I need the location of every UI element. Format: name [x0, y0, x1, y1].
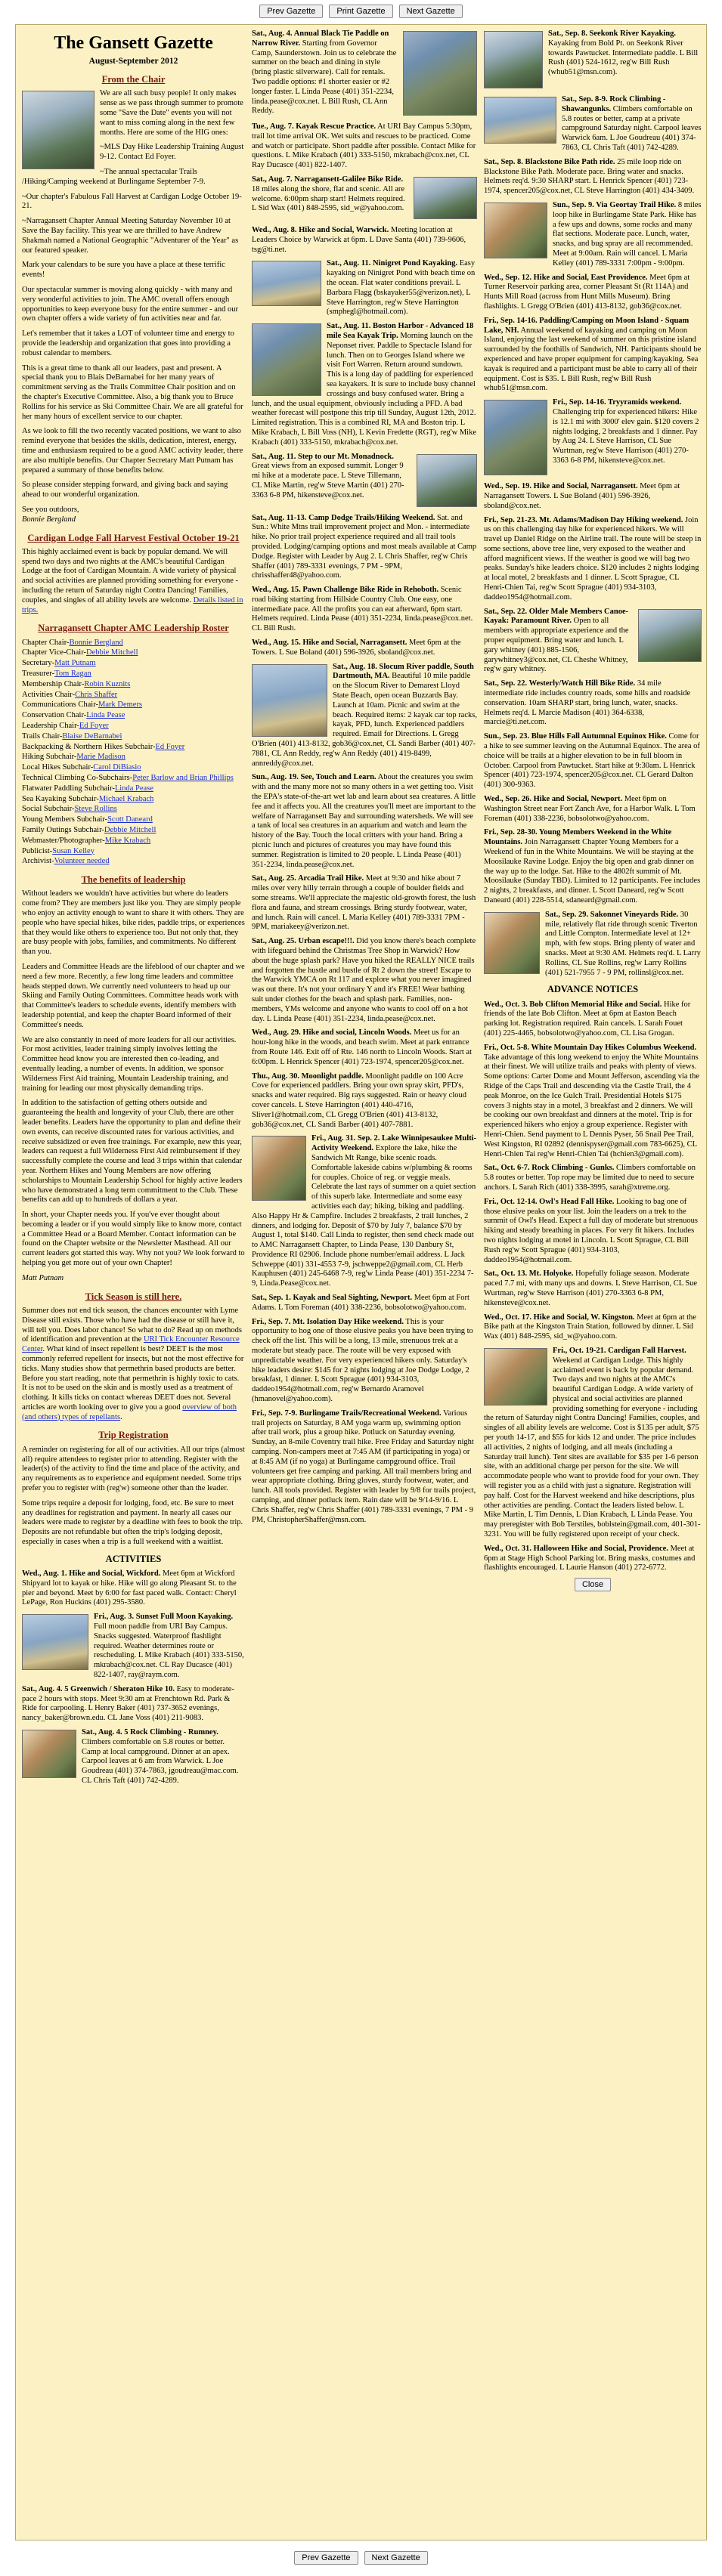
- activity-title: Fri., Sep. 14-16. Tryyramids weekend.: [553, 398, 682, 407]
- advance-details: Take advantage of this long weekend to enjoy the White Mountains at their finest. We will utilize trails and peaks with plenty of views. Some options: Carter Dome and Mount Jefferson, ascending via the Ridge of the Caps Trail and descending via the Castle Trail, the 4 peak Monroe, on the Ice Gulch Trail. Presidential Hotels $175 covers 3 nights stay in a motel, 3 breakfast and 2 dinners. We will be cooking our own breakfast and dinners at the motel. Trip is for experienced hikers who enjoy a group experience. Register with Henri-Chien. Send payment to L Dennis Pyser, 56 Snail Pee Trail, West Kingston, RI 02892 (dennispyser@gmail.com 783-6625), CL Henri-Chien Tai reg'w Henri-Chien Tai (hchien3@gmail.com).: [484, 1053, 699, 1158]
- prev-gazette-button[interactable]: Prev Gazette: [259, 5, 323, 18]
- activity-photo: [484, 400, 547, 475]
- activity-title: Wed., Sep. 12. Hike and Social, East Providence.: [484, 273, 648, 282]
- advance-notice-item: [484, 1164, 702, 1192]
- activity-title: Sat., Sep. 22. Westerly/Watch Hill Bike Ride.: [484, 679, 636, 688]
- roster-row: [22, 648, 245, 658]
- chair-p5: ~Narragansett Chapter Annual Meeting Saturday November 10 at Save the Bay facility. This year we are thrilled to have Andrew Shakmah named a National Geographic "Adventurer of the Year" as our featured speaker.: [22, 217, 239, 255]
- activity-photo: [252, 664, 327, 737]
- activity-details: Beautiful 10 mile paddle on the Slocum River to Demarest Lloyd State Beach, open ocean Buzzards Bay. Launch at 10am. Picnic and swim at the beach. Required items: 2 kayak car top racks, kayak, PFD, lunch. Experienced paddlers required. Email for Directions. L Gregg O'Brien (401) 413-8132, gob36@cox.net, CL Sandi Barber (401) 407-7881, CL Ann Reddy, reg'w Ann Reddy (401) 419-8499, annreddy@cox.net.: [252, 672, 477, 768]
- registration-p1: A reminder on registering for all of our activities. All our trips (almost all) require attendees to register prior to attending. Register with the leader(s) of the activity to find the time and place of the activity, and any requirements as to experience and equipment needed. Some trips prefer you to register with (reg'w) someone other than the leader.: [22, 1445, 245, 1492]
- advance-title: Sat., Oct. 6-7. Rock Climbing - Gunks.: [484, 1164, 615, 1173]
- roster-row: [22, 711, 245, 721]
- chair-heading: From the Chair: [101, 74, 166, 85]
- benefits-p3: We are also constantly in need of more leaders for all our activities. For most activities, leader training simply involves letting the Committee head know you are interested then co-leading, and eventually leading, a number of events. In addition, we sponsor Wilderness First Aid training, Mountain Leadership training, and training for leading our most physically demanding trips.: [22, 1035, 237, 1093]
- harvest-heading: Cardigan Lodge Fall Harvest Festival October 19-21: [27, 532, 240, 543]
- roster-role: Young Members Subchair-: [22, 815, 108, 824]
- chair-signoff: See you outdoors,: [22, 505, 79, 514]
- issue-date: August-September 2012: [88, 57, 178, 66]
- activity-item: [484, 732, 702, 790]
- activity-photo: [484, 912, 540, 974]
- activity-details: At URI Bay Campus 5:30pm, trail lot time arrival OK. Wet suits and rescues to be practiced. Come and watch or participate. Short paddle after possible. Contact Mike for questions. L Mike Krabach (401) 333-5150, mkrabach@cox.net, CL Ray Ducasce (401) 822-1407.: [252, 122, 476, 170]
- roster-name-link[interactable]: Debbie Mitchell: [85, 648, 138, 657]
- advance-details: Weekend at Cardigan Lodge. This highly acclaimed event is back by popular demand. Two days and two nights at the AMC's beautiful Cardigan Lodge. A wide variety of physical and social activities are planned providing something for everyone - including the return of Saturday night Contra Dancing! Families, couples, and singles of all ability levels are welcome. Cost is $135 per adult, $75 per youth 14-17, and $55 for kids 12 and under. The price includes all activities, 2 nights of lodging, and all meals (including a Saturday trail lunch). Tent sites are available for $35 per 1-6 person site, with an additional charge per person for the site. We will accommodate people who want to provide food for your own. They will register you as a child with just a signature. Registration will pay half. Cost for the Harvest weekend and hike descriptions, plus other activities are pending. Contact the leaders listed below. L Mike Martin, L Tim Dennis, L Dian Krabach, L Linda Pease. You may preregister with Bob Terstiles, boblstein@gmail.com, 401-301-3231. You will be fully registered upon receipt of your check.: [484, 1356, 701, 1539]
- activity-item: [252, 1409, 477, 1526]
- advance-notice-item: [484, 1269, 702, 1308]
- activity-title: Wed., Aug. 29. Hike and social, Lincoln Woods.: [252, 1028, 412, 1038]
- activity-item: [252, 1028, 477, 1067]
- activity-item: [484, 398, 702, 478]
- chair-p10: As we look to fill the two recently vacated positions, we want to also remind everyone that besides the skills, dedication, interest, energy, time and enthusiasm required to be a good AMC activity leader, there are also multiple benefits. Our Chapter Secretary Matt Putnam has prepared a summary of those benefits below.: [22, 427, 243, 475]
- activity-photo: [484, 203, 547, 258]
- activity-details: Meet at 9:30 and hike about 7 miles over very hilly terrain through a couple of boulder fields and some streams. We'll appreciate the majestic old-growth forest, the lush flora and fauna, and stream crossings. Bring sturdy footwear, water, and lunch. Rain will cancel. L Maria Kelley (401) 789-3331 7PM - 9PM, mariakeey@verizon.net.: [252, 874, 476, 932]
- activity-item: [252, 1318, 477, 1405]
- advance-details: Meet at 6pm at the Bike path at the Kingston Train Station, followed by dinner. L Sid Wax (401) 848-2595, sid_w@yahoo.com.: [484, 1313, 696, 1341]
- advance-title: Fri., Oct. 19-21. Cardigan Fall Harvest.: [553, 1346, 686, 1355]
- roster-role: Hiking Subchair-: [22, 753, 77, 762]
- activities-heading: ACTIVITIES: [105, 1553, 162, 1564]
- advance-title: Fri., Oct. 5-8. White Mountain Day Hikes Columbus Weekend.: [484, 1043, 697, 1052]
- activity-details: Join us on this challenging day hike for experienced hikers. We will travel up Daniel Ridge on the Airline trail. The route will be steep in some sections, above tree line, very exposed to the weather and afford magnificent views. If the weather is good we will bag two peaks. Sunday's hike leaders choice. $120 includes 2 nights lodging at local motel, 2 breakfasts and 1 dinner. L Scott Sprague, CL Henri-Chien Tai, reg'w Scott Sprague (401) 934-3103, daddeo1954@hotmail.com.: [484, 515, 702, 601]
- activity-item: [484, 516, 702, 603]
- activity-details: Meet 6pm at Turner Reservoir parking area, corner Pleasant St (Rt 114A) and Hunts Mill Road (across from Hunt Mills Museum). Bring flashlights. L Gregg O'Brien (401) 413-8132, gob36@cox.net.: [484, 273, 690, 311]
- column-left: [22, 29, 245, 1791]
- activity-item: [484, 158, 702, 196]
- roster-name-link[interactable]: Scott Daneard: [107, 815, 153, 824]
- activity-item: [22, 1613, 245, 1681]
- activity-item: [252, 122, 477, 171]
- roster-row: [22, 815, 245, 825]
- activity-details: 34 mile intermediate ride includes country roads, some hills and roadside conservation. 10am SHARP start, bring lunch, water, snacks. Helmets req'd. L Marcie Madison (401) 364-6338, marcie@ti.net.com.: [484, 679, 691, 727]
- activity-photo: [638, 609, 702, 662]
- benefits-p2: Leaders and Committee Heads are the lifeblood of our chapter and we need a few more. Recently, a few long time leaders and committee heads stepped down. We currently need volunteers to head up our Skiing and Family Outing Committees. Committee heads work with that Committee's leaders to schedule events, identify members with leadership potential, and keep the chapter Board informed of their Committee's needs.: [22, 962, 245, 1029]
- advance-notices-list: [484, 1000, 702, 1574]
- roster-row: [22, 753, 245, 762]
- activities-column-1: [22, 1569, 245, 1786]
- ticks-text-2: . What kind of insect repellent is best? DEET is the most commonly referred repellent for insects, but not the most effective for ticks. Many studies show that permethrin based products are better. Before you start reading, note that permethrin is highly toxic to cats. It is not to be used on the skin and is mostly used as a treatment of clothing. It kills ticks on contact whereas DEET does not. Several articles are worth looking over to give you a good: [22, 1345, 244, 1412]
- roster-name-link[interactable]: Linda Pease: [114, 784, 153, 793]
- roster-name-link[interactable]: Bonnie Bergland: [69, 638, 123, 647]
- activity-details: Explore the lake, hike the Sandwich Mt Range, bike scenic roads. Comfortable lakeside cabins w/plumbing & rooms for couples. Choice of reg. or veggie meals. Celebrate the last rays of summer on a quiet section of this superb lake. Intermediate and some easy activities each day; hiking, biking and paddling. Also Happy Hr & Campfire. Includes 2 breakfasts, 2 trail lunches, 2 dinners, and lodging for. Deposit of $70 by July 7, balance $70 by August 1, total $140. Call Linda to register, then send check made out to AMC Narragansett Chapter, to Linda Pease, 130 Danbury St, Providence RI 02906. Include phone number/email address. L Jack Schweppe (401) 331-4553 7-9, jschweppe2@gmail.com, CL Herb Kauphusen (401) 245-6468 7-9, reg'w Linda Pease (401) 351-2234 7-9, Linda.Pease@cox.net.: [252, 1144, 476, 1288]
- ticks-heading: Tick Season is still here.: [85, 1291, 182, 1302]
- chair-p11: So please consider stepping forward, and giving back and saying ahead to our wonderful organization.: [22, 481, 228, 499]
- advance-title: Fri., Oct. 12-14. Owl's Head Fall Hike.: [484, 1197, 615, 1206]
- advance-photo: [484, 1348, 547, 1406]
- activity-item: [484, 201, 702, 269]
- activity-item: [484, 608, 702, 676]
- activity-item: [484, 828, 702, 905]
- roster-role: Local Hikes Subchair-: [22, 763, 94, 772]
- activity-details: Scenic road biking starting from Hillside Country Club. One easy, one intermediate pace. All the profits you can eat afterward, 6pm start. Helmets required. Linda Pease (401) 351-2234, linda.pease@cox.net. CL Bill Rush.: [252, 586, 473, 633]
- roster-row: [22, 700, 245, 710]
- roster-name-link[interactable]: Peter Barlow and Brian Phillips: [132, 773, 234, 782]
- activity-title: Sat., Sep. 22. Older Male Members Canoe-Kayak: Paramount River.: [484, 607, 629, 626]
- activity-title: Fri., Sep. 7. Mt. Isolation Day Hike weekend.: [252, 1317, 404, 1326]
- activity-details: Challenging trip for experienced hikers: Hike is 12.1 mi with 3000' elev gain. $120 covers 2 nights lodging, 2 breakfasts and 1 dinner. Pay by Aug 24. L Steve Harrison, CL Sue Wurtman, reg'w Steve Harrison (401) 270-3363 6-8 PM, hikensteve@cox.net.: [553, 407, 699, 465]
- activity-title: Wed., Aug. 1. Hike and Social, Wickford.: [22, 1569, 161, 1578]
- roster-row: [22, 680, 245, 690]
- activity-title: Sat., Aug. 4. Annual Black Tie Paddle on Narrow River.: [252, 29, 389, 48]
- activity-title: Sat., Aug. 18. Slocum River paddle, South Dartmouth, MA.: [333, 662, 474, 681]
- activity-details: 8 miles loop hike in Burlingame State Park. Hike has a few ups and downs, some rocks and many flat sections. Moderate pace. Lunch, water, snacks, and bug spray are all recommended. Meet at 9:00am. Rain will cancel. L Maria Kelley (401) 789-3331 7:00pm - 9:00pm.: [553, 200, 702, 267]
- roster-name-link[interactable]: Ed Foyer: [79, 721, 109, 730]
- activity-title: Sat., Aug. 11. Boston Harbor - Advanced 18 mile Sea Kayak Trip.: [327, 322, 474, 340]
- activity-title: Fri., Sep. 14-16. Paddling/Camping on Moon Island - Squam Lake, NH.: [484, 316, 689, 335]
- advance-notice-item: [484, 1000, 702, 1039]
- activity-title: Fri., Aug. 3. Sunset Full Moon Kayaking.: [94, 1613, 234, 1622]
- advance-notice-item: [484, 1044, 702, 1160]
- activity-details: About the creatures you swim with and the many more not so many others in a wet getting too. Visit the EPA's state-of-the-art wet lab and learn about sea creatures. A little fee and it affects you. All the creatures you'll meet are important to the welfare of Narragansett Bay and surrounding watersheds. We will see a tank of local sea creatures in an aquarium and watch and learn the history of the Bay. Touch the local critters with your hand. Bring a picnic lunch and pictures of creatures you may have found this summer. Registration is limited to 20 people. L Linda Pease (401) 351-2234, linda.pease@cox.net.: [252, 773, 476, 869]
- activity-details: Come for a hike to see summer leaving on the Autumnal Equinox. The area of choice will be trails at a higher elevation to be in full bloom in October. Carpool from Pawtucket. Start hike at 9:30am. L Henrick Spencer (401) 723-1974, spencer205@cox.net. CL Gerard Dalton (401) 300-9363.: [484, 732, 700, 790]
- activity-title: Sat., Aug. 25. Arcadia Trail Hike.: [252, 874, 364, 883]
- activity-item: [252, 937, 477, 1024]
- activity-title: Wed., Aug. 15. Hike and Social, Narragansett.: [252, 639, 407, 648]
- roster-role: Trails Chair-: [22, 731, 63, 741]
- roster-role: Social Subchair-: [22, 805, 75, 814]
- activity-details: Join Narragansett Chapter Young Members for a Weekend of fun in the White Mountains. We will be staying at the Moosilauke Ravine Lodge. Enjoy the big open and grab dinner on the way up to the lodge. Sat. Hike to the 4802ft summit of Mt. Moosilauke (Sunday TBD). Limited to 12 participants. Fee includes 2 nights, 2 breakfasts, and dinner. L Scott Daneard, reg'w Scott Daneard (401) 228-5514, sdaneard@gmail.com.: [484, 838, 701, 905]
- activity-title: Sat., Sep. 29. Sakonnet Vineyards Ride.: [545, 910, 679, 919]
- roster-row: [22, 795, 245, 805]
- activity-details: Easy to moderate-pace 2 hours with stops. Meet 9:30 am at Frenchtown Rd. Park & Ride for carpooling. L Henry Baker (401) 737-3652 evenings, nancy_baker@brown.edu. CL Jane Voss (401) 211-9083.: [22, 1684, 234, 1723]
- activity-details: 25 mile loop ride on Blackstone Bike Path. Moderate pace. Bring water and snacks. Helmets req'd. 9:30 SHARP start. L Henrick Spencer (401) 723-1974, spencer205@cox.net, CL Steve Harrington (401) 434-3409.: [484, 157, 695, 196]
- activity-photo: [22, 1730, 76, 1778]
- activity-photo: [22, 1614, 88, 1670]
- activity-title: Sat., Aug. 4. 5 Rock Climbing - Rumney.: [82, 1727, 218, 1736]
- activity-details: Meet 6pm at the Towers. L Sue Boland (401) 596-3926, sboland@cox.net.: [252, 639, 461, 657]
- roster-name-link[interactable]: Ed Foyer: [155, 742, 185, 751]
- activities-column-3: [484, 29, 702, 978]
- roster-role: Conservation Chair-: [22, 711, 87, 720]
- roster-row: [22, 784, 245, 794]
- roster-role: Secretary-: [22, 659, 55, 668]
- activity-details: Climbers comfortable on 5.8 routes or better, camp at a private campground Saturday night. Carpool leaves Warwick 6am. L Joe Goudreau (401) 374-7863, CL Chris Taft (401) 742-4289.: [562, 104, 702, 152]
- roster-role: Chapter Vice-Chair-: [22, 648, 86, 657]
- top-nav: [0, 0, 722, 23]
- activity-item: [252, 259, 477, 317]
- advance-title: Wed., Oct. 31. Halloween Hike and Social, Providence.: [484, 1544, 668, 1553]
- activity-title: Wed., Sep. 19. Hike and Social, Narragansett.: [484, 482, 638, 491]
- activity-title: Sat., Sep. 8. Seekonk River Kayaking.: [548, 29, 676, 38]
- activity-photo: [414, 177, 477, 219]
- activity-item: [252, 1294, 477, 1313]
- roster-role: Leadership Chair-: [22, 721, 79, 730]
- activity-item: [252, 773, 477, 870]
- activity-item: [22, 1685, 245, 1724]
- roster-role: Activities Chair-: [22, 690, 76, 699]
- activity-title: Sat., Sep. 1. Kayak and Seal Sighting, Newport.: [252, 1294, 413, 1303]
- roster-row: [22, 732, 245, 742]
- roster-row: [22, 857, 245, 867]
- activity-title: Sat., Aug. 11. Ninigret Pond Kayaking.: [327, 259, 458, 268]
- roster-name-link[interactable]: Robin Kuznits: [84, 679, 131, 688]
- ticks-text: Summer does not end tick season, the chances encounter with Lyme Disease still exists. Those who have had the disease or still have it, will tell you. Does labor chance! So what to do? Read up on methods of identification and prevention at the: [22, 1306, 243, 1344]
- activity-title: Fri., Sep. 28-30. Young Members Weekend in the White Mountains.: [484, 828, 672, 847]
- roster-role: Membership Chair-: [22, 679, 85, 688]
- activity-title: Fri., Sep. 7-9. Burlingame Trails/Recreational Weekend.: [252, 1409, 442, 1418]
- repellant-overview-link[interactable]: overview of both (and others) types of repellants: [22, 1402, 237, 1421]
- roster-row: [22, 722, 245, 731]
- activity-photo: [417, 454, 477, 507]
- activity-details: Did you know there's beach complete with lifeguard behind the Christmas Tree Shop in Warwick? How about the huge splash park? Have you hiked the REALLY NICE trails and forgotten the hustle and bustle of Rt 2 down the street! Escape to the Warwick YMCA on Rt 117 and explore what you never imagined was out there. It's not your ordinary Y and it's FREE! Wear bathing suit under clothes for the beach and splash park. Families, non-members, YMs welcome and anyone who wants to cool off on a hot day. L Linda Pease (401) 351-2234, linda.pease@cox.net.: [252, 937, 476, 1023]
- activity-item: [252, 175, 477, 221]
- gazette-page: [15, 24, 707, 2540]
- benefits-p1: Without leaders we wouldn't have activities but where do leaders come from? They are members just like you. They are simply people who enjoy an activity enough to want to share it with others. They are people who have special hikes, bike rides, paddle trips, or experiences that they would like others to experience too. But not only that, they are busy people with jobs, families, and commitments. No different than you.: [22, 889, 245, 957]
- activity-item: [252, 322, 477, 447]
- activity-details: Various trail projects on Saturday, 8 AM yoga warm up, swimming option after trail work, plus a group hike. Potluck on Saturday evening. Sunday, an 8-mile Coventry trail hike. Free Friday and Saturday night camping. Non-campers meet at 7:45 AM (if participating in yoga) or at 8:45 AM (if no yoga) at Burlingame campground office. Trail volunteers get free camping and parking. All trail members bring and wear appropriate clothing. Bring gloves, sturdy footwear, water, and lunch. All tools provided. Register with leader by 9/8 for trails project, camping, and dinner potluck item. Rain date will be 9/14-9/16. L Chris Shaffer, reg'w Chris Shaffer (401) 789-3331 evenings, 7 PM - 9 PM, ChristopherShaffer@msn.com.: [252, 1409, 476, 1524]
- roster-name-link[interactable]: Debbie Mitchell: [104, 825, 156, 834]
- roster-row: [22, 774, 245, 784]
- activity-item: [252, 639, 477, 658]
- activity-details: Open to all members with appropriate experience and the proper equipment. Bring water and lunch. L gary whitney (401) 885-1506, garywhitney3@cox.net, CL Cheshe Whitney, reg'w gary whitney.: [484, 617, 629, 674]
- roster-role: Archivist-: [22, 857, 54, 866]
- activity-title: Sat., Aug. 11. Step to our Mt. Monadnock.: [252, 452, 394, 461]
- activity-details: Meeting location at Leaders Choice by Warwick at 6pm. L Dave Santa (401) 739-9606, tsg@ti.net.: [252, 225, 466, 254]
- tick-resource-link[interactable]: URI Tick Encounter Resource Center: [22, 1335, 240, 1354]
- activity-item: [252, 586, 477, 634]
- activities-column-2: [252, 29, 477, 1525]
- advance-notice-item: [484, 1198, 702, 1266]
- activity-title: Sat., Aug. 4. 5 Greenwich / Sheraton Hike 10.: [22, 1684, 175, 1693]
- roster-role: Chapter Chair-: [22, 638, 70, 647]
- roster-row: [22, 805, 245, 815]
- activity-details: Meet 6pm at Narragansett Towers. L Sue Boland (401) 596-3926, sboland@cox.net.: [484, 482, 680, 510]
- activity-item: [484, 911, 702, 979]
- benefits-heading: The benefits of leadership: [81, 874, 186, 886]
- activity-item: [252, 514, 477, 582]
- activity-title: Sun., Aug. 19. See, Touch and Learn.: [252, 773, 376, 782]
- roster-name-link[interactable]: Matt Putnam: [54, 659, 96, 668]
- registration-heading: Trip Registration: [98, 1430, 169, 1441]
- activity-item: [252, 29, 477, 118]
- activity-title: Wed., Aug. 15. Pawn Challenge Bike Ride in Rehoboth.: [252, 586, 439, 595]
- activity-item: [252, 874, 477, 932]
- activity-details: Full moon paddle from URI Bay Campus. Snacks suggested. Waterproof flashlight required. Weather determines route or rescheduling. L Mike Krabach (401) 333-5150, mkrabach@cox.net. CL Ray Ducasce (401) 822-1407, ray@raym.com.: [94, 1622, 244, 1679]
- activity-item: [252, 1072, 477, 1130]
- chair-p7: Our spectacular summer is moving along quickly - with many and very wonderful activities to join. The AMC overall offers enough opportunities to keep everyone busy for the entire summer - and our own chapter offers a wide variety of fun activities near and far.: [22, 286, 239, 323]
- roster-name-link[interactable]: Carol DiBiasio: [93, 763, 141, 772]
- advance-notice-item: [484, 1347, 702, 1540]
- chair-p6: Mark your calendars to be sure you have a place at these terrific events!: [22, 261, 225, 280]
- activity-details: Annual weekend of kayaking and camping on Moon Island, enjoying the last weekend of summer on this pristine island surrounded by the foothills of Sandwich, NH. Participants should be experienced and have proper equipment for camping/kayaking. Sea kayak is required and a participant must be able to carry all of their equipment. Cost is $35. L Bill Rush, reg'w Bill Rush whub51@msn.com.: [484, 326, 702, 393]
- activity-title: Sun., Sep. 23. Blue Hills Fall Autumnal Equinox Hike.: [484, 732, 667, 741]
- advance-title: Sat., Oct. 13. Mt. Holyoke.: [484, 1269, 574, 1279]
- roster-name-link[interactable]: Susan Kelley: [52, 846, 95, 855]
- activity-item: [484, 29, 702, 91]
- roster-name-link[interactable]: Steve Rollins: [74, 805, 117, 814]
- chair-p8: Let's remember that it takes a LOT of volunteer time and energy to provide the leadership and organization that goes into providing a robust calendar to members.: [22, 329, 234, 357]
- activity-title: Sat., Sep. 8-9. Rock Climbing - Shawangunks.: [562, 95, 666, 113]
- roster-name-link[interactable]: Mark Demers: [98, 700, 143, 710]
- roster-row: [22, 847, 245, 857]
- activity-item: [484, 274, 702, 312]
- roster-row: [22, 743, 245, 753]
- chair-p1: We are all such busy people! It only makes sense as we pass through summer to promote some "Save the Date" events you will not want to miss coming along in the next few months. Here are some of the HIG ones:: [100, 89, 243, 137]
- activity-item: [252, 453, 477, 509]
- roster-role: Backpacking & Northern Hikes Subchair-: [22, 742, 156, 751]
- next-gazette-button[interactable]: Next Gazette: [399, 5, 463, 18]
- roster-role: Flatwater Paddling Subchair-: [22, 784, 115, 793]
- roster-name-link[interactable]: Linda Pease: [86, 711, 125, 720]
- roster-row: [22, 837, 245, 846]
- benefits-signature: Matt Putnam: [22, 1273, 64, 1282]
- prev-gazette-button-bottom[interactable]: Prev Gazette: [294, 2551, 358, 2565]
- roster-name-link[interactable]: Volunteer needed: [54, 857, 110, 866]
- roster-role: Communications Chair-: [22, 700, 98, 710]
- ticks-end: .: [120, 1412, 122, 1421]
- masthead-title: The Gansett Gazette: [54, 33, 213, 53]
- benefits-p5: In short, your Chapter needs you. If you've ever thought about becoming a leader or if you would simply like to know more, contact a Committee Head or a Board Member. Contact information can be found on the Chapter website or the Newsletter Masthead. All our current leaders got started this way. Why not you? We look forward to helping you get more out of your own Chapter!: [22, 1211, 245, 1268]
- activity-item: [252, 226, 477, 255]
- advance-notice-item: [484, 1313, 702, 1342]
- activity-title: Sat., Aug. 25. Urban escape!!!.: [252, 937, 355, 946]
- next-gazette-button-bottom[interactable]: Next Gazette: [364, 2551, 428, 2565]
- activity-details: Morning launch on the Neponset river. Paddle to Spectacle Island for lunch. Then on to Georges Island where we visit Fort Warren. Return around sundown. This is a long day of paddling for experienced sea kayakers. It is sure to include busy channel crossings and busy confused water. Bring a lunch, and the usual equipment, obviously including a PFD. A bad weather forecast will postpone this trip till Sunday, August 12th, 2012. Limited registration. This is a combined RI, MA and Boston trip. L Mike Krabach, L Bill Voss (NH), L Kevin Fredette (RGT), reg'w Mike Krabach (401) 333-5150, mkrabach@cox.net.: [252, 331, 476, 447]
- chair-p4: ~Our chapter's Fabulous Fall Harvest at Cardigan Lodge October 19-21.: [22, 192, 242, 211]
- activity-item: [252, 1134, 477, 1289]
- roster-name-link[interactable]: Mike Krabach: [104, 836, 151, 845]
- activity-details: Sat. and Sun.: White Mtns trail improvement project and Mon. - intermediate hike. No prior trail project experience required and all trail tools provided. Lodging/camping options and most meals available at Camp Dodge. Register with Leader by Aug 2. L Chris Shaffer, reg'w Chris Shaffer (401) 789-3331 evenings, 7 PM - 9PM, chrisshaffer48@yahoo.com.: [252, 513, 477, 580]
- column-right: [484, 29, 702, 1591]
- roster-row: [22, 639, 245, 648]
- roster-role: Sea Kayaking Subchair-: [22, 794, 99, 803]
- advance-details: Hopefully foliage season. Moderate paced 7.7 mi, with many ups and downs. L Steve Harrison, CL Sue Wurtman, reg'w Steve Harrison (401) 270-3363 6-8 PM, hikensteve@cox.net.: [484, 1269, 698, 1307]
- activity-details: Easy kayaking on Ninigret Pond with beach time on the ocean. Flat water conditions prevail. L Barbara Flagg (bskayaker55@verizon.net), L Steve Harrington, reg'w Steve Harrington (smphegl@hotmail.com).: [327, 259, 476, 317]
- activity-title: Sat., Sep. 8. Blackstone Bike Path ride.: [484, 157, 615, 166]
- activity-title: Wed., Sep. 26. Hike and Social, Newport.: [484, 795, 623, 804]
- roster-heading: Narragansett Chapter AMC Leadership Roster: [38, 623, 229, 634]
- activity-title: Fri., Aug. 31. Sep. 2. Lake Winnipesaukee Multi-Activity Weekend.: [311, 1134, 477, 1153]
- activity-photo: [484, 97, 556, 144]
- activity-item: [484, 679, 702, 728]
- advance-title: Wed., Oct. 3. Bob Clifton Memorial Hike and Social.: [484, 1000, 662, 1009]
- activity-details: Moonlight paddle on 100 Acre Cove for experienced paddlers. Bring your own spray skirt, PFD's, snacks and water required. Big rays suggested. Rain or heavy cloud cover cancels. L Steve Harrington (401) 440-4716, Sliver1@hotmail.com, CL Gregg O'Brien (401) 413-8132, gob36@cox.net, CL Sandi Barber (401) 407-7881.: [252, 1072, 467, 1129]
- advance-details: Climbers comfortable on 5.8 routes or better. Top rope may be limited due to need to secure anchors. L Sarah Rich (401) 338-3995, sarah@xtreme.org.: [484, 1164, 696, 1192]
- roster-role: Technical Climbing Co-Subchairs-: [22, 773, 133, 782]
- activity-title: Fri., Sep. 21-23. Mt. Adams/Madison Day Hiking weekend.: [484, 515, 683, 524]
- activity-photo: [403, 31, 477, 116]
- roster-row: [22, 826, 245, 836]
- column-middle: [252, 29, 477, 1529]
- activity-title: Sat., Aug. 7. Narragansett-Galilee Bike Ride.: [252, 175, 404, 184]
- roster-role: Family Outings Subchair-: [22, 825, 104, 834]
- activity-details: This is your opportunity to hog one of those elusive peaks you have been trying to check off the list. This will be a long, 13 mile, strenuous trek at a moderate but steady pace. The route will be very exposed with unpredictable weather. For very experienced hikers only. Saturday's hike leaders desire: $145 for 2 nights lodging at Joe Dodge Lodge, 2 breakfast, 1 dinner. L Scott Sprague (401) 934-3103, daddeo1954@hotmail.com, reg'w Bernardo Aramovel (hmanovel@yahoo.com).: [252, 1317, 473, 1404]
- registration-p2: Some trips require a deposit for lodging, food, etc. Be sure to meet any deadlines for registration and payment. In nearly all cases our leaders were made to register by a deadline with fees to book the trip. Deposits are not refundable but often the trip's lodging deposit, especially in cases when a trip is a full weekend with a waitlist.: [22, 1498, 243, 1546]
- roster-row: [22, 691, 245, 700]
- roster-row: [22, 670, 245, 679]
- roster-row: [22, 763, 245, 773]
- print-gazette-button[interactable]: Print Gazette: [329, 5, 392, 18]
- chair-p9: This is a great time to thank all our leaders, past and present. A special thank you to Blais DeBarnabei for her many years of commitment serving as the Trails Committee Chair position and on the chapter's Executive Committee. Also, a big thank you to Bruce Rollins for his service as Ski Committee Chair. We are all grateful for her many hours of excellent service to our chapter.: [22, 363, 243, 421]
- activity-details: Climbers comfortable on 5.8 routes or better. Camp at local campground. Dinner at an apex. Carpool leaves at 6 am from Warwick. L Joe Goudreau (401) 374-7863, jgoudreau@mac.com. CL Chris Taft (401) 742-4289.: [82, 1737, 239, 1785]
- activity-item: [484, 317, 702, 394]
- activity-photo: [484, 31, 543, 88]
- activity-item: [484, 482, 702, 511]
- advance-title: Wed., Oct. 17. Hike and Social, W. Kingston.: [484, 1313, 635, 1322]
- activity-title: Thu., Aug. 30. Moonlight paddle.: [252, 1072, 364, 1081]
- activity-title: Wed., Aug. 8. Hike and Social, Warwick.: [252, 225, 389, 234]
- roster-role: Publicist-: [22, 846, 53, 855]
- advance-details: Meet at 6pm at Stage High School Parking lot. Bring masks, costumes and flashlights encouraged. L Laurie Hanson (401) 272-6772.: [484, 1544, 696, 1573]
- roster-name-link[interactable]: Tom Ragan: [54, 670, 91, 678]
- advance-notice-item: [484, 1545, 702, 1573]
- roster-name-link[interactable]: Chris Shaffer: [75, 690, 118, 699]
- activity-details: Starting from Governor Camp, Saunderstown. Join us to celebrate the summer on the beach and dining in style (bring plastic silverware). Call for rentals. Two paddle options: #1 shorter easier or #2 longer faster. L Linda Pease (401) 351-2234, linda.pease@cox.net. L Bill Rush, CL Ann Reddy.: [252, 39, 397, 116]
- benefits-p4: In addition to the satisfaction of getting others outside and guaranteeing the health and longevity of your Club, there are other leader benefits. Leaders have the opportunity to plan and define their own events, can receive discounted rates for various activities, and receive subsidized or even free trainings. For example, new this year, leaders can request a full Wilderness First Aid reimbursement if they successfully complete the course and lead 3 trips within that calendar year. Northern Hikes and Young Members are now offering scholarships to Mountain Leadership School for highly active leaders who have demonstrated a long term commitment to the Club. These benefits can add up to hundreds of dollars a year.: [22, 1099, 243, 1205]
- activity-details: Meet 6pm at Wickford Shipyard lot to kayak or hike. Hike will go along Pleasant St. to the pier and beyond. Meet by 6:00 for fast paced walk. Contact: Cheryl LePage, Ron Huckins (401) 295-3580.: [22, 1569, 237, 1607]
- harvest-text: This highly acclaimed event is back by popular demand. We will spend two days and two nights at the AMC's beautiful Cardigan Lodge at the foot of Cardigan Mountain. A wide variety of physical and social activities are planned providing something for everyone - including the return of Saturday night Contra Dancing! Families, couples, and singles of all ability levels are welcome.: [22, 547, 239, 605]
- chair-signature: Bonnie Bergland: [22, 515, 76, 524]
- roster-role: Webmaster/Photographer-: [22, 836, 105, 845]
- activity-details: Meet us for an hour-long hike in the woods, and beach swim. Meet at park entrance from Route 146. Exit off of Rte. 146 north to Lincoln Woods. Start at 6:00pm. L Henrick Spencer (401) 723-1974, spencer205@cox.net.: [252, 1028, 472, 1066]
- activity-details: Kayaking from Bold Pt. on Seekonk River towards Pawtucket. Intermediate paddle. L Bill Rush (401) 524-1612, reg'w Bill Rush (whub51@msn.com).: [548, 39, 699, 77]
- bottom-nav: [0, 2547, 722, 2569]
- activity-details: Meet 6pm at Fort Adams. L Tom Foreman (401) 338-2236, bobsolotwo@yahoo.com.: [252, 1294, 469, 1312]
- activity-title: Sun., Sep. 9. Via Geortay Trail Hike.: [553, 200, 677, 209]
- activity-item: [252, 663, 477, 769]
- activity-title: Sat., Aug. 11-13. Camp Dodge Trails/Hiking Weekend.: [252, 513, 435, 522]
- advance-details: Hike for friends of the late Bob Clifton. Meet at 6pm at Easton Beach parking lot. Registration required. Rain cancels. L Sarah Fouet (401) 225-4465, bobsolotwo@yahoo.com, CL Lisa Grogan.: [484, 1000, 691, 1038]
- activity-item: [22, 1728, 245, 1786]
- activity-photo: [252, 1136, 306, 1201]
- close-button[interactable]: Close: [575, 1578, 611, 1591]
- activity-item: [484, 795, 702, 824]
- advance-details: Looking to bag one of those elusive peaks on your list. Join the leaders on a trek to the summit of Owl's Head. Expect a full day of moderate but strenuous hiking and steady breathing in places. For very fit hikers. Includes two nights lodging at motel in Lincoln. L Scott Sprague, CL Bill Rush reg'w Scott Sprague (401) 934-3103, daddeo1954@hotmail.com.: [484, 1197, 698, 1264]
- roster-row: [22, 659, 245, 669]
- activity-details: Meet 6pm on Washington Street near Fort Zanch Ave, for a Harbor Walk. L Tom Foreman (401) 338-2236, bobsolotwo@yahoo.com.: [484, 795, 696, 823]
- chair-p2: ~MLS Day Hike Leadership Training August 9-12. Contact Ed Foyer.: [100, 143, 244, 162]
- activity-details: Great views from an exposed summit. Longer 9 mi hike at a moderate pace. L Steve Tillemann, CL Mike Martin, reg'w Steve Martin (401) 270-3363 6-8 PM, hikensteve@cox.net.: [252, 462, 404, 499]
- chair-p3: ~The annual spectacular Trails /Hiking/Camping weekend at Burlingame September 7-9.: [22, 168, 206, 186]
- activity-title: Tue., Aug. 7. Kayak Rescue Practice.: [252, 122, 376, 131]
- chair-photo: [22, 91, 95, 169]
- roster-role: Treasurer-: [22, 670, 55, 678]
- harvest-details-link[interactable]: Details listed in trips.: [22, 595, 243, 614]
- activity-item: [484, 95, 702, 153]
- advance-notices-heading: ADVANCE NOTICES: [547, 984, 639, 995]
- activity-item: [22, 1569, 245, 1608]
- activity-details: 30 mile, relatively flat ride through scenic Tiverton and Little Compton. Intermediate level at 12+ mph, with few stops. Bring plenty of water and snacks. Meet at 9:30 AM. Helmets req'd. L Larry Rollins, CL Sue Rollins, reg'w Larry Rollins (401) 521-7955 7 - 9 PM, rollinsl@cox.net.: [545, 910, 701, 977]
- roster-list: [22, 639, 245, 867]
- activity-details: 18 miles along the shore, flat and scenic. All are welcome. 6:00pm sharp start! Helmets required. L Sid Wax (401) 848-2595, sid_w@yahoo.com.: [252, 184, 405, 213]
- activity-photo: [252, 323, 321, 396]
- roster-name-link[interactable]: Blaise DeBarnabei: [62, 731, 122, 741]
- roster-name-link[interactable]: Marie Madison: [76, 753, 125, 762]
- roster-name-link[interactable]: Michael Krabach: [98, 794, 154, 803]
- activity-photo: [252, 261, 321, 306]
